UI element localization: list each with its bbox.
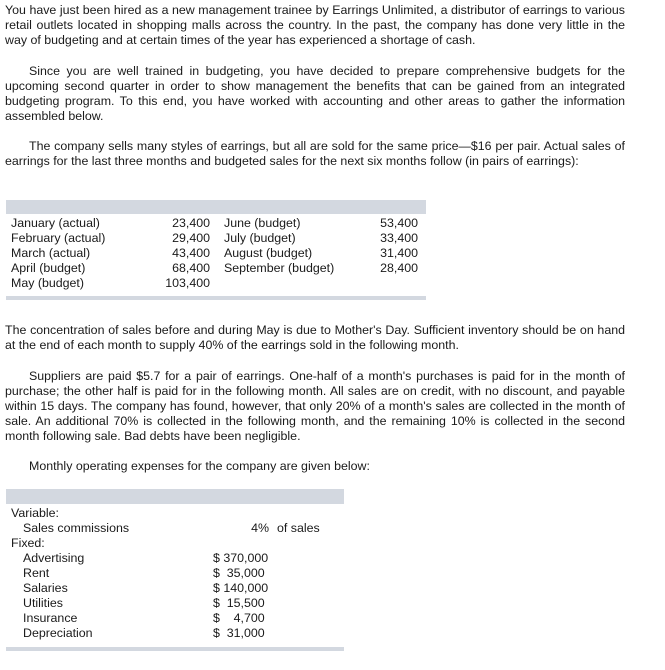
month-label: July (budget) (224, 231, 296, 245)
sales-value: 53,400 (380, 216, 418, 230)
expenses-intro-paragraph: Monthly operating expenses for the company are given below: (29, 459, 370, 473)
sales-intro-paragraph: The company sells many styles of earrings, but all are sold for the same price—$16 per pair. Actual sales of earrings for the last three months and budgeted sales for the next six months follow (in pairs of earrings): (5, 139, 625, 168)
expense-amount: $ 140,000 (213, 581, 269, 595)
sales-table-header-bar (6, 200, 426, 214)
expense-amount: $ 4,700 (213, 611, 265, 625)
expense-amount: $ 35,000 (213, 566, 265, 580)
expense-name: Insurance (23, 611, 78, 625)
commission-rate: 4% (251, 521, 269, 535)
expense-name: Advertising (23, 551, 85, 565)
month-label: May (budget) (11, 276, 85, 290)
variable-label: Variable: (11, 506, 59, 520)
expense-amount: $ 15,500 (213, 596, 265, 610)
sales-value: 29,400 (172, 231, 210, 245)
expense-name: Sales commissions (23, 521, 130, 535)
expense-name: Depreciation (23, 626, 93, 640)
sales-value: 33,400 (380, 231, 418, 245)
intro-paragraph: You have just been hired as a new management trainee by Earrings Unlimited, a distributor of earrings to various retail outlets located in shopping malls across the country. In the past, the company has done very little in the way of budgeting and at certain times of the year has experienced a shortage of cash. (5, 3, 625, 47)
expense-amount: $ 31,000 (213, 626, 265, 640)
expense-name: Salaries (23, 581, 68, 595)
inventory-paragraph: The concentration of sales before and during May is due to Mother's Day. Sufficient inventory should be on hand at the end of each month to supply 40% of the earrings sold in the following month. (5, 323, 625, 352)
month-label: March (actual) (11, 246, 91, 260)
expenses-table-bottom-rule (6, 647, 344, 651)
sales-value: 103,400 (165, 276, 210, 290)
sales-table-bottom-rule (6, 296, 426, 300)
sales-value: 28,400 (380, 261, 418, 275)
budgeting-paragraph: Since you are well trained in budgeting, you have decided to prepare comprehensive budgets for the upcoming second quarter in order to show management the benefits that can be gained from an integrated budgeting program. To this end, you have worked with accounting and other areas to gather the information assembled below. (5, 64, 625, 123)
month-label: February (actual) (11, 231, 106, 245)
month-label: September (budget) (224, 261, 335, 275)
sales-value: 43,400 (172, 246, 210, 260)
sales-value: 23,400 (172, 216, 210, 230)
commission-basis: of sales (277, 521, 320, 535)
suppliers-paragraph: Suppliers are paid $5.7 for a pair of earrings. One-half of a month's purchases is paid for in the month of purchase; the other half is paid for in the following month. All sales are on credit, with no discount, and payable within 15 days. The company has found, however, that only 20% of a month's sales are collected in the month of sale. An additional 70% is collected in the following month, and the remaining 10% is collected in the second month following sale. Bad debts have been negligible. (5, 369, 625, 443)
expense-name: Utilities (23, 596, 63, 610)
month-label: June (budget) (224, 216, 301, 230)
month-label: January (actual) (11, 216, 100, 230)
month-label: April (budget) (11, 261, 86, 275)
sales-value: 31,400 (380, 246, 418, 260)
fixed-label: Fixed: (11, 536, 45, 550)
expense-name: Rent (23, 566, 50, 580)
expenses-table-header-bar (6, 489, 344, 504)
expense-amount: $ 370,000 (213, 551, 269, 565)
month-label: August (budget) (224, 246, 313, 260)
sales-value: 68,400 (172, 261, 210, 275)
